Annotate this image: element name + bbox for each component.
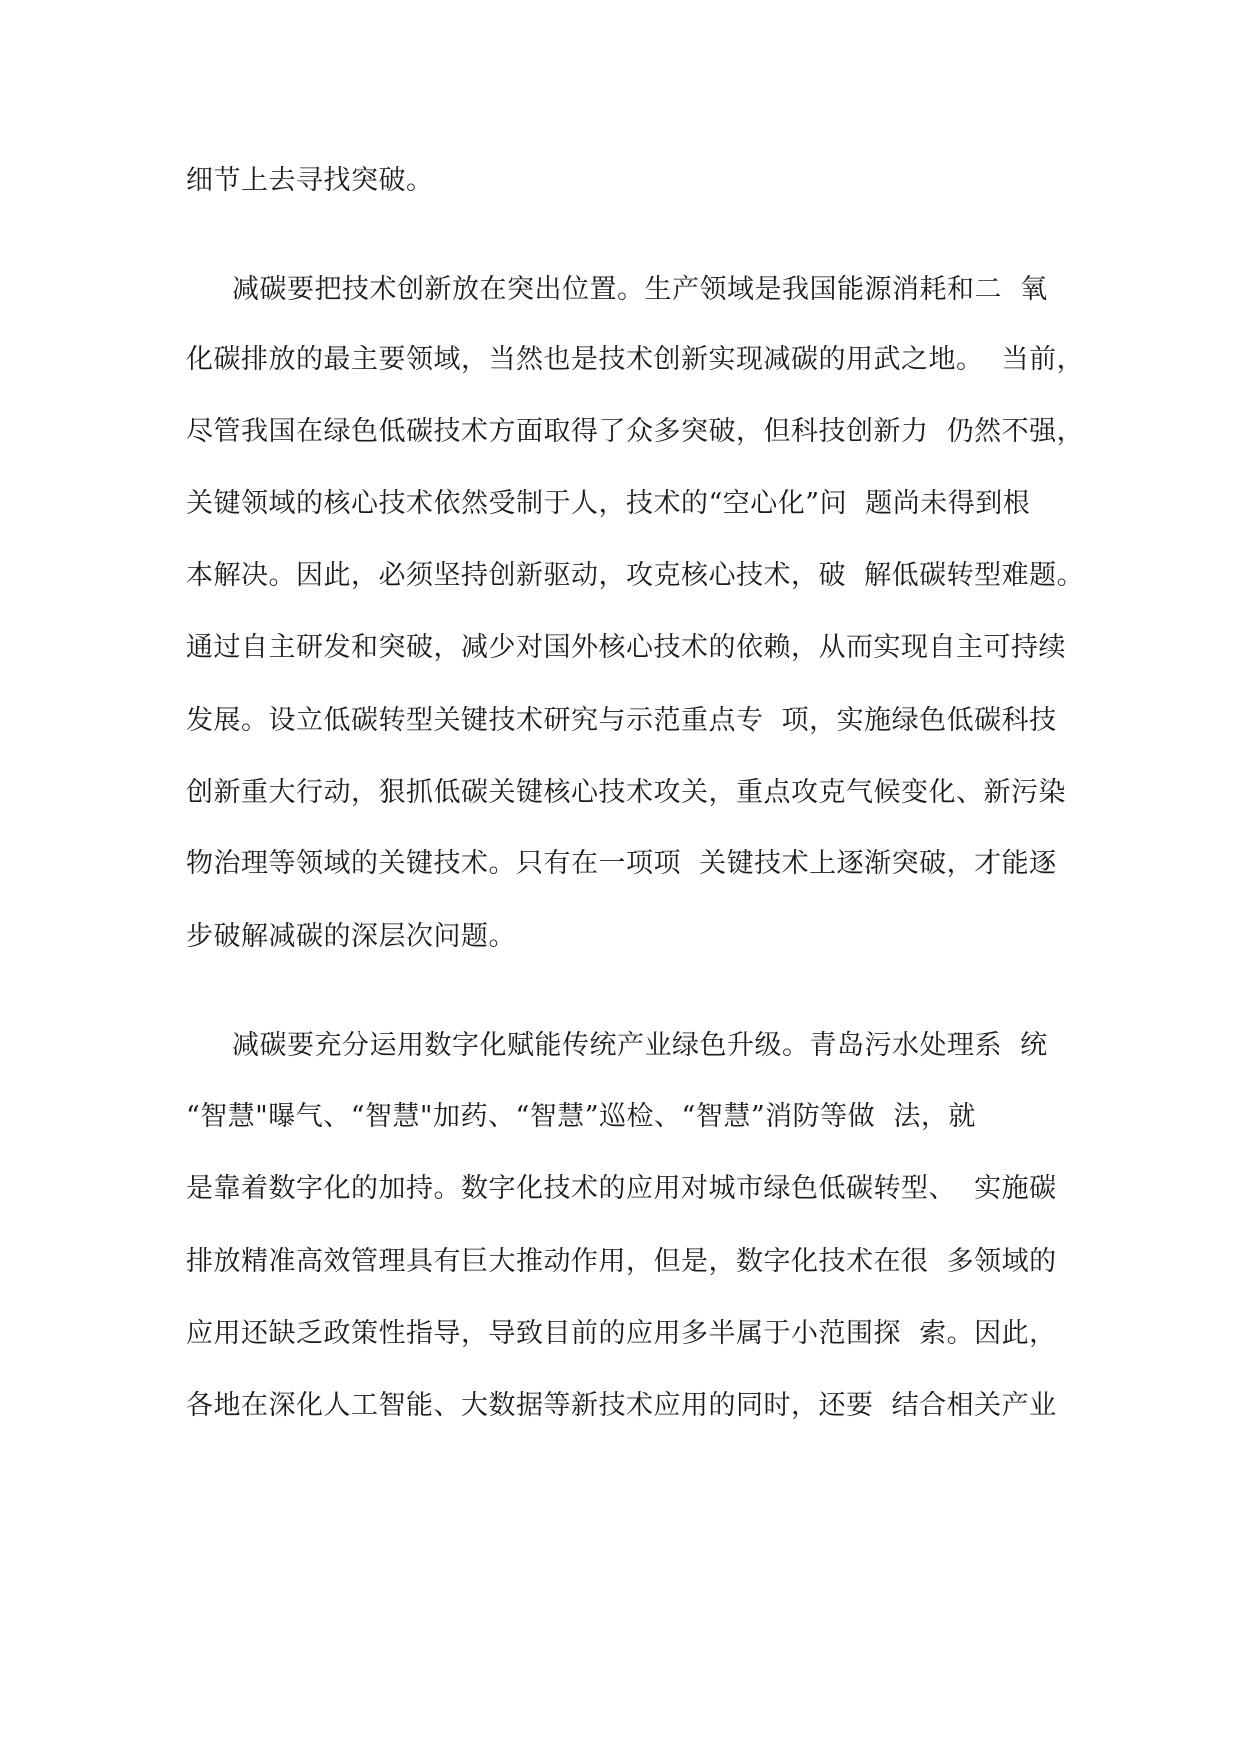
text-line: 步破解减碳的深层次问题。 — [186, 921, 516, 952]
text-line: 尽管我国在绿色低碳技术方面取得了众多突破，但科技创新力 仍然不强， — [186, 416, 1085, 447]
text-line: 细节上去寻找突破。 — [186, 165, 434, 196]
text-line: 化碳排放的最主要领域，当然也是技术创新实现减碳的用武之地。 当前， — [186, 344, 1085, 375]
text-line: 本解决。因此，必须坚持创新驱动，攻克核心技术，破 解低碳转型难题。 — [186, 560, 1085, 591]
text-line: 是靠着数字化的加持。数字化技术的应用对城市绿色低碳转型、 实施碳 — [186, 1173, 1057, 1204]
text-line: 创新重大行动，狠抓低碳关键核心技术攻关，重点攻克气候变化、新污染 — [186, 777, 1066, 808]
text-line: 减碳要把技术创新放在突出位置。生产领域是我国能源消耗和二 氧 — [232, 274, 1048, 305]
text-line: 通过自主研发和突破，减少对国外核心技术的依赖，从而实现自主可持续 — [186, 632, 1066, 663]
text-line: 各地在深化人工智能、大数据等新技术应用的同时，还要 结合相关产业 — [186, 1390, 1057, 1421]
text-line: 应用还缺乏政策性指导，导致目前的应用多半属于小范围探 索。因此， — [186, 1318, 1057, 1349]
text-line: 发展。设立低碳转型关键技术研究与示范重点专 项，实施绿色低碳科技 — [186, 705, 1057, 736]
text-line: 排放精准高效管理具有巨大推动作用，但是，数字化技术在很 多领域的 — [186, 1246, 1057, 1277]
text-line: “智慧"曝气、“智慧"加药、“智慧”巡检、“智慧”消防等做 法，就 — [186, 1101, 976, 1132]
text-line: 关键领域的核心技术依然受制于人，技术的“空心化”问 题尚未得到根 — [186, 488, 1031, 519]
text-line: 物治理等领域的关键技术。只有在一项项 关键技术上逐渐突破，才能逐 — [186, 848, 1057, 879]
text-line: 减碳要充分运用数字化赋能传统产业绿色升级。青岛污水处理系 统 — [232, 1030, 1048, 1061]
